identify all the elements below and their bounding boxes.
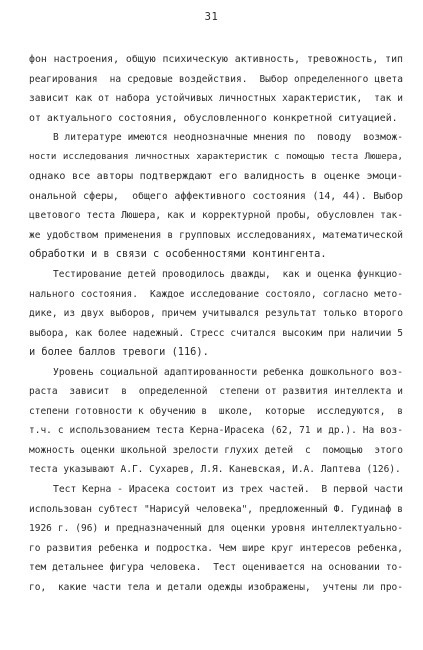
text-line: Тестирование детей проводилось дважды, как и оценка функцио- [53, 269, 403, 281]
body-text [29, 50, 403, 597]
text-line: раста зависит в определенной степени от развития интеллекта и [29, 386, 403, 398]
text-line: Тест Керна - Ирасека состоит из трех частей. В первой части [53, 484, 403, 496]
text-line: можность оценки школьной зрелости глухих детей с помощью этого [29, 444, 403, 456]
text-line: 1926 г. (96) и предназначенный для оценки уровня интеллектуально- [29, 523, 403, 535]
text-line: Уровень социальной адаптированности ребенка дошкольного воз- [53, 366, 403, 378]
text-line: го развития ребенка и подростка. Чем шире круг интересов ребенка, [29, 542, 403, 554]
text-line: степени готовности к обучению в школе, которые исследуются, в [29, 405, 403, 417]
text-line: тем детальнее фигура человека. Тест оценивается на основании то- [29, 562, 403, 574]
text-line: и более баллов тревоги (116). [29, 346, 209, 359]
text-line: т.ч. с использованием теста Керна-Ирасека (62, 71 и др.). На воз- [29, 425, 403, 437]
text-line: ности исследования личностных характеристик с помощью теста Люшера, [29, 151, 403, 162]
text-line: зависит как от набора устойчивых личностных характеристик, так и [29, 93, 403, 105]
text-line: выбора, как более надежный. Стресс считался высоким при наличии 5 [29, 327, 403, 339]
text-line: фон настроения, общую психическую активность, тревожность, тип [29, 54, 403, 65]
text-line: же удобством применения в групповых исследованиях, математической [29, 229, 403, 241]
text-line: теста указывают А.Г. Сухарев, Л.Я. Каневская, И.А. Лаптева (126). [29, 464, 401, 476]
text-line: однако все авторы подтверждают его валидность в оценке эмоци- [29, 171, 403, 183]
text-line: ональной сферы, общего аффективного состояния (14, 44). Выбор [29, 190, 403, 202]
text-line: В литературе имеются неоднозначные мнения по поводу возмож- [53, 132, 403, 144]
text-line: обработки и в связи с особенностями контингента. [29, 248, 327, 261]
text-line: го, какие части тела и детали одежды изображены, учтены ли про- [29, 581, 403, 593]
text-line: цветового теста Люшера, как и корректурной пробы, обусловлен так- [29, 210, 403, 222]
page-number: 31 [204, 11, 219, 23]
text-line: от актуального состояния, обусловленного конкретной ситуацией. [29, 112, 398, 124]
text-line: реагирования на средовые воздействия. Выбор определенного цвета [29, 73, 403, 85]
text-line: нального состояния. Каждое исследование состояло, согласно мето- [29, 288, 403, 300]
text-line: дике, из двух выборов, причем учитывался результат только второго [29, 308, 403, 320]
text-line: использован субтест "Нарисуй человека", предложенный Ф. Гудинаф в [29, 503, 403, 515]
